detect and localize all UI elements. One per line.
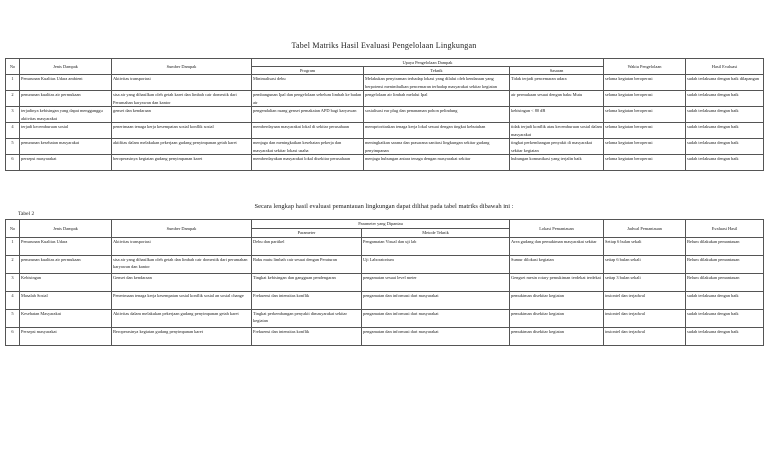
cell-jadwal: setiap 3 bulan sekali xyxy=(604,274,686,292)
cell-teknik: pengelolaan air limbah melalui Ipal xyxy=(364,91,510,107)
cell-lokasi: Gengset mesin rotary pemukiman terdekat terdekat xyxy=(510,274,604,292)
cell-hasil: sudah terlaksana dengan baik xyxy=(686,139,764,155)
cell-sumber: Beroperasinya kegiatan gudang penyimpanan karet xyxy=(112,328,252,346)
header-jadwal-pemantauan: Jadwal Pemantauan xyxy=(604,220,686,238)
header-program: Program xyxy=(252,67,364,75)
cell-lokasi: Area gudang dan pemukiman masyarakat sekitar xyxy=(510,238,604,256)
cell-hasil: sudah terlaksana dengan baik xyxy=(686,155,764,171)
cell-evaluasi: Belum dilakukan pemantauan xyxy=(686,238,764,256)
cell-sasaran: air permukaan sesuai dengan baku Mutu xyxy=(510,91,604,107)
cell-hasil: sudah terlaksana dengan baik xyxy=(686,91,764,107)
cell-jenis: Persepsi masyarakat xyxy=(20,328,112,346)
cell-no: 6 xyxy=(6,155,20,171)
header-lokasi-pemantauan: Lokasi Pemantauan xyxy=(510,220,604,238)
cell-evaluasi: Belum dilakukan pemantauan xyxy=(686,274,764,292)
header-teknik: Teknik xyxy=(364,67,510,75)
header-metode-teknik: Metode Teknik xyxy=(362,229,510,238)
cell-metode: Uji Laboratorium xyxy=(362,256,510,274)
cell-teknik: menjaga hubungan antara tenaga dengan masyarakat sekitar xyxy=(364,155,510,171)
cell-jadwal: insiontel dan terjadwal xyxy=(604,292,686,310)
cell-jenis: persepsi masyarakat xyxy=(20,155,112,171)
cell-no: 5 xyxy=(6,310,20,328)
cell-waktu: selama kegiatan beroperasi xyxy=(604,123,686,139)
cell-jenis: terjadi kecemburuan sosial xyxy=(20,123,112,139)
cell-sumber: aktifitas dalam melakukan pekerjaan gudang penyimpanan getah karet xyxy=(112,139,252,155)
cell-jenis: Masalah Sosial xyxy=(20,292,112,310)
header-upaya-pengelolaan: Upaya Pengelolaan Dampak xyxy=(252,59,604,67)
cell-no: 3 xyxy=(6,107,20,123)
cell-hasil: sudah terlaksana dengan baik dilapangan xyxy=(686,75,764,91)
table-row xyxy=(6,155,764,171)
header-no: No xyxy=(6,59,20,75)
cell-sumber: Penerimaan tenaga kerja kesempatan sosial konflik sosial an sosial change xyxy=(112,292,252,310)
table-2-label: Tabel 2 xyxy=(18,211,35,217)
cell-program: memberdayakan masyarakat lokal disekitar perusahaan xyxy=(252,155,364,171)
cell-hasil: sudah terlaksana dengan baik xyxy=(686,123,764,139)
header-parameter-dipantau: Parameter yang Dipantau xyxy=(252,220,510,229)
header-sasaran: Sasaran xyxy=(510,67,604,75)
cell-metode: pengamatan dan informasi dari masyarakat xyxy=(362,328,510,346)
document-title: Tabel Matriks Hasil Evaluasi Pengelolaan Lingkungan xyxy=(291,41,477,50)
cell-program: pengendalian ruang genset pemakaian APD bagi karyawan xyxy=(252,107,364,123)
cell-no: 5 xyxy=(6,139,20,155)
cell-waktu: selama kegiatan beroperasi xyxy=(604,155,686,171)
cell-lokasi: pemukiman disekitar kegiatan xyxy=(510,292,604,310)
cell-sasaran: kebisingan < 80 dB xyxy=(510,107,604,123)
cell-metode: Pengamatan Visual dan uji lab xyxy=(362,238,510,256)
cell-sasaran: Tidak terjadi pencemaran udara xyxy=(510,75,604,91)
cell-metode: pengamatan dan informasi dari masyarakat xyxy=(362,292,510,310)
cell-no: 1 xyxy=(6,238,20,256)
header-parameter: Parameter xyxy=(252,229,362,238)
cell-sumber: Genset dan kendaraan xyxy=(112,274,252,292)
cell-jadwal: insiontel dan terjadwal xyxy=(604,310,686,328)
cell-parameter: Debu dan partikel xyxy=(252,238,362,256)
cell-jenis: terjadinya kebisingan yang dapat mengganggu aktivitas masyarakat xyxy=(20,107,112,123)
cell-no: 3 xyxy=(6,274,20,292)
cell-jenis: Penurunan Kualitas Udara xyxy=(20,238,112,256)
cell-jenis: penurunan kualitas air permukaan xyxy=(20,91,112,107)
table-row xyxy=(6,238,764,256)
header-sumber-dampak: Sumber Dampak xyxy=(112,59,252,75)
cell-jadwal: Setiap 6 bulan sekali xyxy=(604,238,686,256)
cell-sasaran: tingkat perkembangan penyakit di masyarakat sekitar kegiatan xyxy=(510,139,604,155)
cell-jenis: Kesehatan Masyarakat xyxy=(20,310,112,328)
table-row xyxy=(6,139,764,155)
cell-hasil: sudah terlaksana dengan baik xyxy=(686,107,764,123)
cell-sumber: sisa air yang dihasilkan oleh getah karet dan limbah cair domestik dari Perumahan karyawan dan kantor xyxy=(112,91,252,107)
cell-jenis: penurunan kualitas air permukaan xyxy=(20,256,112,274)
cell-lokasi: pemukiman disekitar kegiatan xyxy=(510,310,604,328)
cell-evaluasi: sudah terlaksana dengan baik xyxy=(686,328,764,346)
evaluation-matrix-table xyxy=(5,58,764,171)
cell-jenis: penurunan kesehatan masyarakat xyxy=(20,139,112,155)
cell-evaluasi: sudah terlaksana dengan baik xyxy=(686,292,764,310)
cell-lokasi: Sumur dilokasi kegiatan xyxy=(510,256,604,274)
cell-no: 4 xyxy=(6,123,20,139)
cell-teknik: memprioritaskan tenaga kerja lokal sesuai dengan tingkat kebutuhan xyxy=(364,123,510,139)
cell-sumber: penerimaan tenaga kerja kesempatan sosial konflik sosial xyxy=(112,123,252,139)
cell-teknik: meningkatkan sarana dan prasarana sanitasi lingkungan sekitar gudang penyimpanan xyxy=(364,139,510,155)
table-row xyxy=(6,91,764,107)
table-row xyxy=(6,310,764,328)
cell-metode: pengamatan dan informasi dari masyarakat xyxy=(362,310,510,328)
cell-program: memberdayaan masyarakat lokal di sekitar perusahaan xyxy=(252,123,364,139)
header-no: No xyxy=(6,220,20,238)
table-row xyxy=(6,256,764,274)
cell-sumber: Aktivitas dalam melakukan pekerjaan gudang penyimpanan getah karet xyxy=(112,310,252,328)
cell-lokasi: pemukiman disekitar kegiatan xyxy=(510,328,604,346)
cell-sumber: beroperasinya kegiatan gudang penyimpanan karet xyxy=(112,155,252,171)
table-row xyxy=(6,328,764,346)
cell-jenis: Penurunan Kualitas Udara ambient xyxy=(20,75,112,91)
cell-sumber: Aktivitas transportasi xyxy=(112,75,252,91)
header-evaluasi-hasil: Evaluasi Hasil xyxy=(686,220,764,238)
cell-program: menjaga dan meningkatkan kesehatan pekerja dan masyarakat sekitar lokasi usaha xyxy=(252,139,364,155)
cell-jadwal: setiap 6 bulan sekali xyxy=(604,256,686,274)
cell-sumber: genset dan kendaraan xyxy=(112,107,252,123)
cell-metode: pengamatan sesuai level meter xyxy=(362,274,510,292)
table-row xyxy=(6,274,764,292)
table-row xyxy=(6,107,764,123)
header-waktu-pengelolaan: Waktu Pengelolaan xyxy=(604,59,686,75)
cell-program: pembangunan Ipal dan pengelolaan sebelum limbah ke badan air xyxy=(252,91,364,107)
cell-sumber: Aktivitas transportasi xyxy=(112,238,252,256)
cell-parameter: Frekuensi dan intensitas konflik xyxy=(252,292,362,310)
header-jenis-dampak: Jenis Dampak xyxy=(20,220,112,238)
cell-evaluasi: sudah terlaksana dengan baik xyxy=(686,310,764,328)
cell-no: 2 xyxy=(6,91,20,107)
monitoring-matrix-table xyxy=(5,219,764,346)
cell-sumber: sisa air yang dihasilkan oleh getah dan limbah cair domestik dari perumahan karyawan dan kantor xyxy=(112,256,252,274)
cell-teknik: sosialisasi ear plug dan penanaman pohon pelindung xyxy=(364,107,510,123)
cell-program: Minimalisasi debu xyxy=(252,75,364,91)
cell-waktu: selama kegiatan beroperasi xyxy=(604,107,686,123)
cell-parameter: Tingkat perkembangan penyakit dimasyarakat sekitar kegiatan xyxy=(252,310,362,328)
cell-jadwal: insiontel dan terjadwal xyxy=(604,328,686,346)
cell-parameter: Frekuensi dan intensitas konflik xyxy=(252,328,362,346)
cell-no: 1 xyxy=(6,75,20,91)
cell-parameter: Tingkat kebisingan dan gangguan pendengaran xyxy=(252,274,362,292)
table-row xyxy=(6,123,764,139)
cell-waktu: selama kegiatan beroperasi xyxy=(604,75,686,91)
cell-waktu: selama kegiatan beroperasi xyxy=(604,91,686,107)
table-row xyxy=(6,75,764,91)
cell-jenis: Kebisingan xyxy=(20,274,112,292)
cell-no: 2 xyxy=(6,256,20,274)
header-sumber-dampak: Sumber Dampak xyxy=(112,220,252,238)
cell-sasaran: tidak terjadi konflik atau kecemburuan sosial dalam masyarakat xyxy=(510,123,604,139)
cell-parameter: Baku mutu limbah cair sesuai dengan Peraturan xyxy=(252,256,362,274)
cell-sasaran: hubungan komunikasi yang terjalin baik xyxy=(510,155,604,171)
cell-no: 4 xyxy=(6,292,20,310)
cell-teknik: Melakukan penyiraman terhadap lokasi yang dilalui oleh kendaraan yang berpotensi menimbulkan pencemaran terhadap masyarakat sekitar kegiatan xyxy=(364,75,510,91)
header-hasil-evaluasi: Hasil Evaluasi xyxy=(686,59,764,75)
cell-waktu: selama kegiatan beroperasi xyxy=(604,139,686,155)
table-row xyxy=(6,292,764,310)
cell-no: 6 xyxy=(6,328,20,346)
cell-evaluasi: Belum dilakukan pemantauan xyxy=(686,256,764,274)
header-jenis-dampak: Jenis Dampak xyxy=(20,59,112,75)
section-intro-text: Secara lengkap hasil evaluasi pemantauan lingkungan dapat dilihat pada tabel matriks dibawah ini : xyxy=(254,203,514,210)
